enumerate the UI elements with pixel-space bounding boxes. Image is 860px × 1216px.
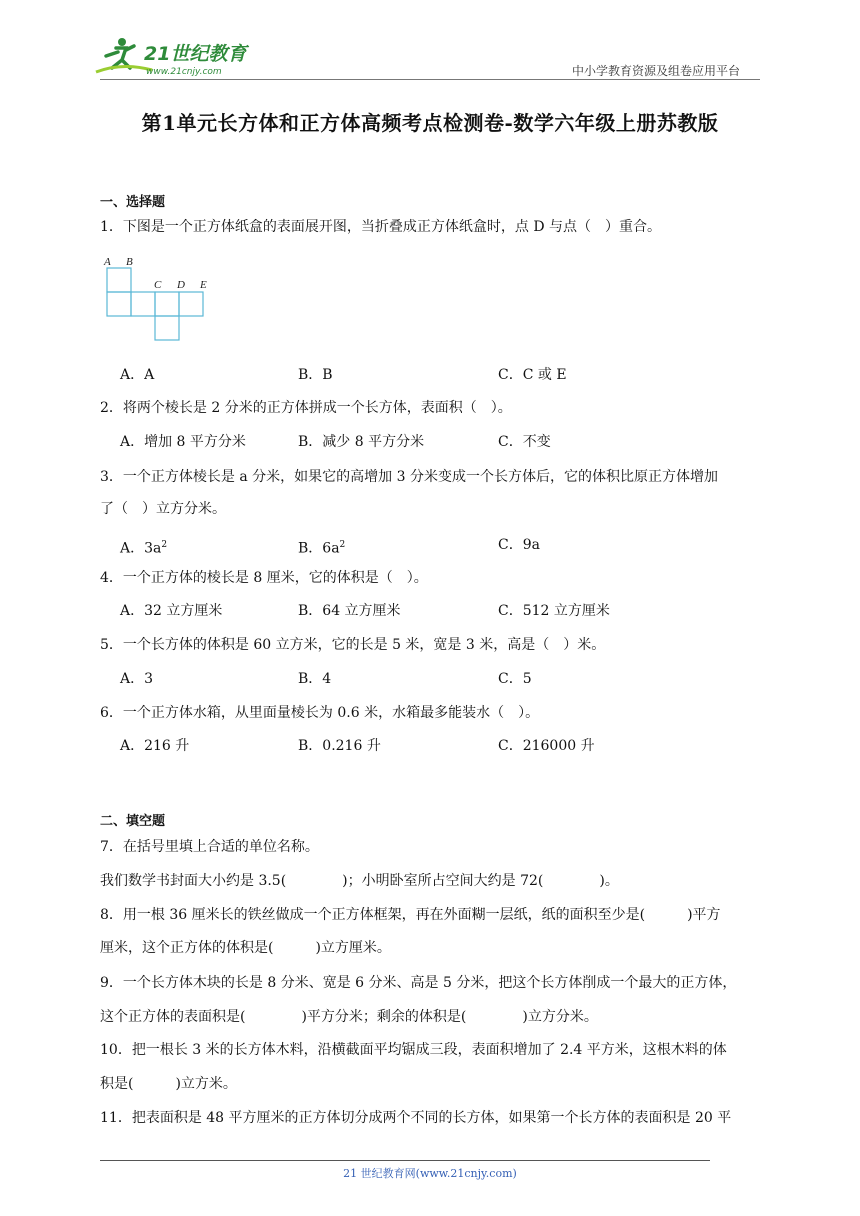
question-2: 2．将两个棱长是 2 分米的正方体拼成一个长方体，表面积（ ）。 xyxy=(100,400,512,416)
q1-option-c: C．C 或 E xyxy=(498,367,567,383)
net-label-e: E xyxy=(200,279,207,291)
q2-option-a: A．增加 8 平方分米 xyxy=(120,434,246,450)
question-9-line-1: 9．一个长方体木块的长是 8 分米、宽是 6 分米、高是 5 分米，把这个长方体削成一个最大的正方体， xyxy=(100,975,737,991)
q1-option-a: A．A xyxy=(120,367,155,383)
q2-option-c: C．不变 xyxy=(498,434,551,450)
section-heading-choice: 一、选择题 xyxy=(100,195,166,210)
question-5: 5．一个长方体的体积是 60 立方米，它的长是 5 米，宽是 3 米，高是（ ）米。 xyxy=(100,637,606,653)
q1-option-b: B．B xyxy=(298,367,333,383)
question-3-line-1: 3．一个正方体棱长是 a 分米，如果它的高增加 3 分米变成一个长方体后，它的体积比原正方体增加 xyxy=(100,469,718,485)
q3-option-c: C．9a xyxy=(498,537,540,553)
q5-option-a: A．3 xyxy=(120,671,154,687)
question-7-body: 我们数学书封面大小约是 3.5( )；小明卧室所占空间大约是 72( )。 xyxy=(100,873,619,889)
q6-option-b: B．0.216 升 xyxy=(298,738,381,754)
question-10-line-1: 10．把一根长 3 米的长方体木料，沿横截面平均锯成三段，表面积增加了 2.4 平方米，这根木料的体 xyxy=(100,1042,727,1058)
net-label-b: B xyxy=(126,256,133,268)
net-label-d: D xyxy=(177,279,185,291)
q3-option-b: B．$6a^2$ xyxy=(298,540,346,557)
header-divider xyxy=(100,79,760,80)
question-1: 1．下图是一个正方体纸盒的表面展开图，当折叠成正方体纸盒时，点 D 与点（ ）重合。 xyxy=(100,219,662,235)
q5-option-b: B．4 xyxy=(298,671,332,687)
question-7: 7．在括号里填上合适的单位名称。 xyxy=(100,839,319,855)
page-title: 第1单元长方体和正方体高频考点检测卷-数学六年级上册苏教版 xyxy=(141,111,719,135)
question-9-line-2: 这个正方体的表面积是( )平方分米；剩余的体积是( )立方分米。 xyxy=(100,1009,598,1025)
logo-url: www.21cnjy.com xyxy=(146,67,222,77)
question-10-line-2: 积是( )立方米。 xyxy=(100,1076,237,1092)
q5-option-c: C．5 xyxy=(498,671,532,687)
q3-option-a: A．$3a^2$ xyxy=(120,540,168,557)
q6-option-a: A．216 升 xyxy=(120,738,190,754)
net-square xyxy=(155,316,179,340)
section-heading-fill: 二、填空题 xyxy=(100,814,166,829)
site-tagline: 中小学教育资源及组卷应用平台 xyxy=(572,64,741,78)
q4-option-b: B．64 立方厘米 xyxy=(298,603,401,619)
q4-option-c: C．512 立方厘米 xyxy=(498,603,610,619)
question-6: 6．一个正方体水箱，从里面量棱长为 0.6 米，水箱最多能装水（ ）。 xyxy=(100,705,540,721)
net-square xyxy=(155,292,179,316)
q2-option-b: B．减少 8 平方分米 xyxy=(298,434,425,450)
net-square xyxy=(107,292,131,316)
net-square xyxy=(107,268,131,292)
question-11-line-1: 11．把表面积是 48 平方厘米的正方体切分成两个不同的长方体，如果第一个长方体的表面积是 20 平 xyxy=(100,1110,732,1126)
q6-option-c: C．216000 升 xyxy=(498,738,595,754)
footer-divider xyxy=(100,1160,710,1161)
question-8-line-1: 8．用一根 36 厘米长的铁丝做成一个正方体框架，再在外面糊一层纸，纸的面积至少是( )平方 xyxy=(100,907,721,923)
footer-link[interactable]: 21 世纪教育网(www.21cnjy.com) xyxy=(343,1167,517,1180)
cube-net-figure xyxy=(100,250,220,350)
net-label-c: C xyxy=(154,279,162,291)
question-8-line-2: 厘米，这个正方体的体积是( )立方厘米。 xyxy=(100,940,391,956)
site-logo xyxy=(92,34,267,80)
q4-option-a: A．32 立方厘米 xyxy=(120,603,223,619)
net-square xyxy=(131,292,155,316)
question-4: 4．一个正方体的棱长是 8 厘米，它的体积是（ ）。 xyxy=(100,570,428,586)
net-square xyxy=(179,292,203,316)
logo-text: 21世纪教育 xyxy=(144,43,247,65)
question-3-line-2: 了（ ）立方分米。 xyxy=(100,501,226,517)
net-label-a: A xyxy=(104,256,111,268)
